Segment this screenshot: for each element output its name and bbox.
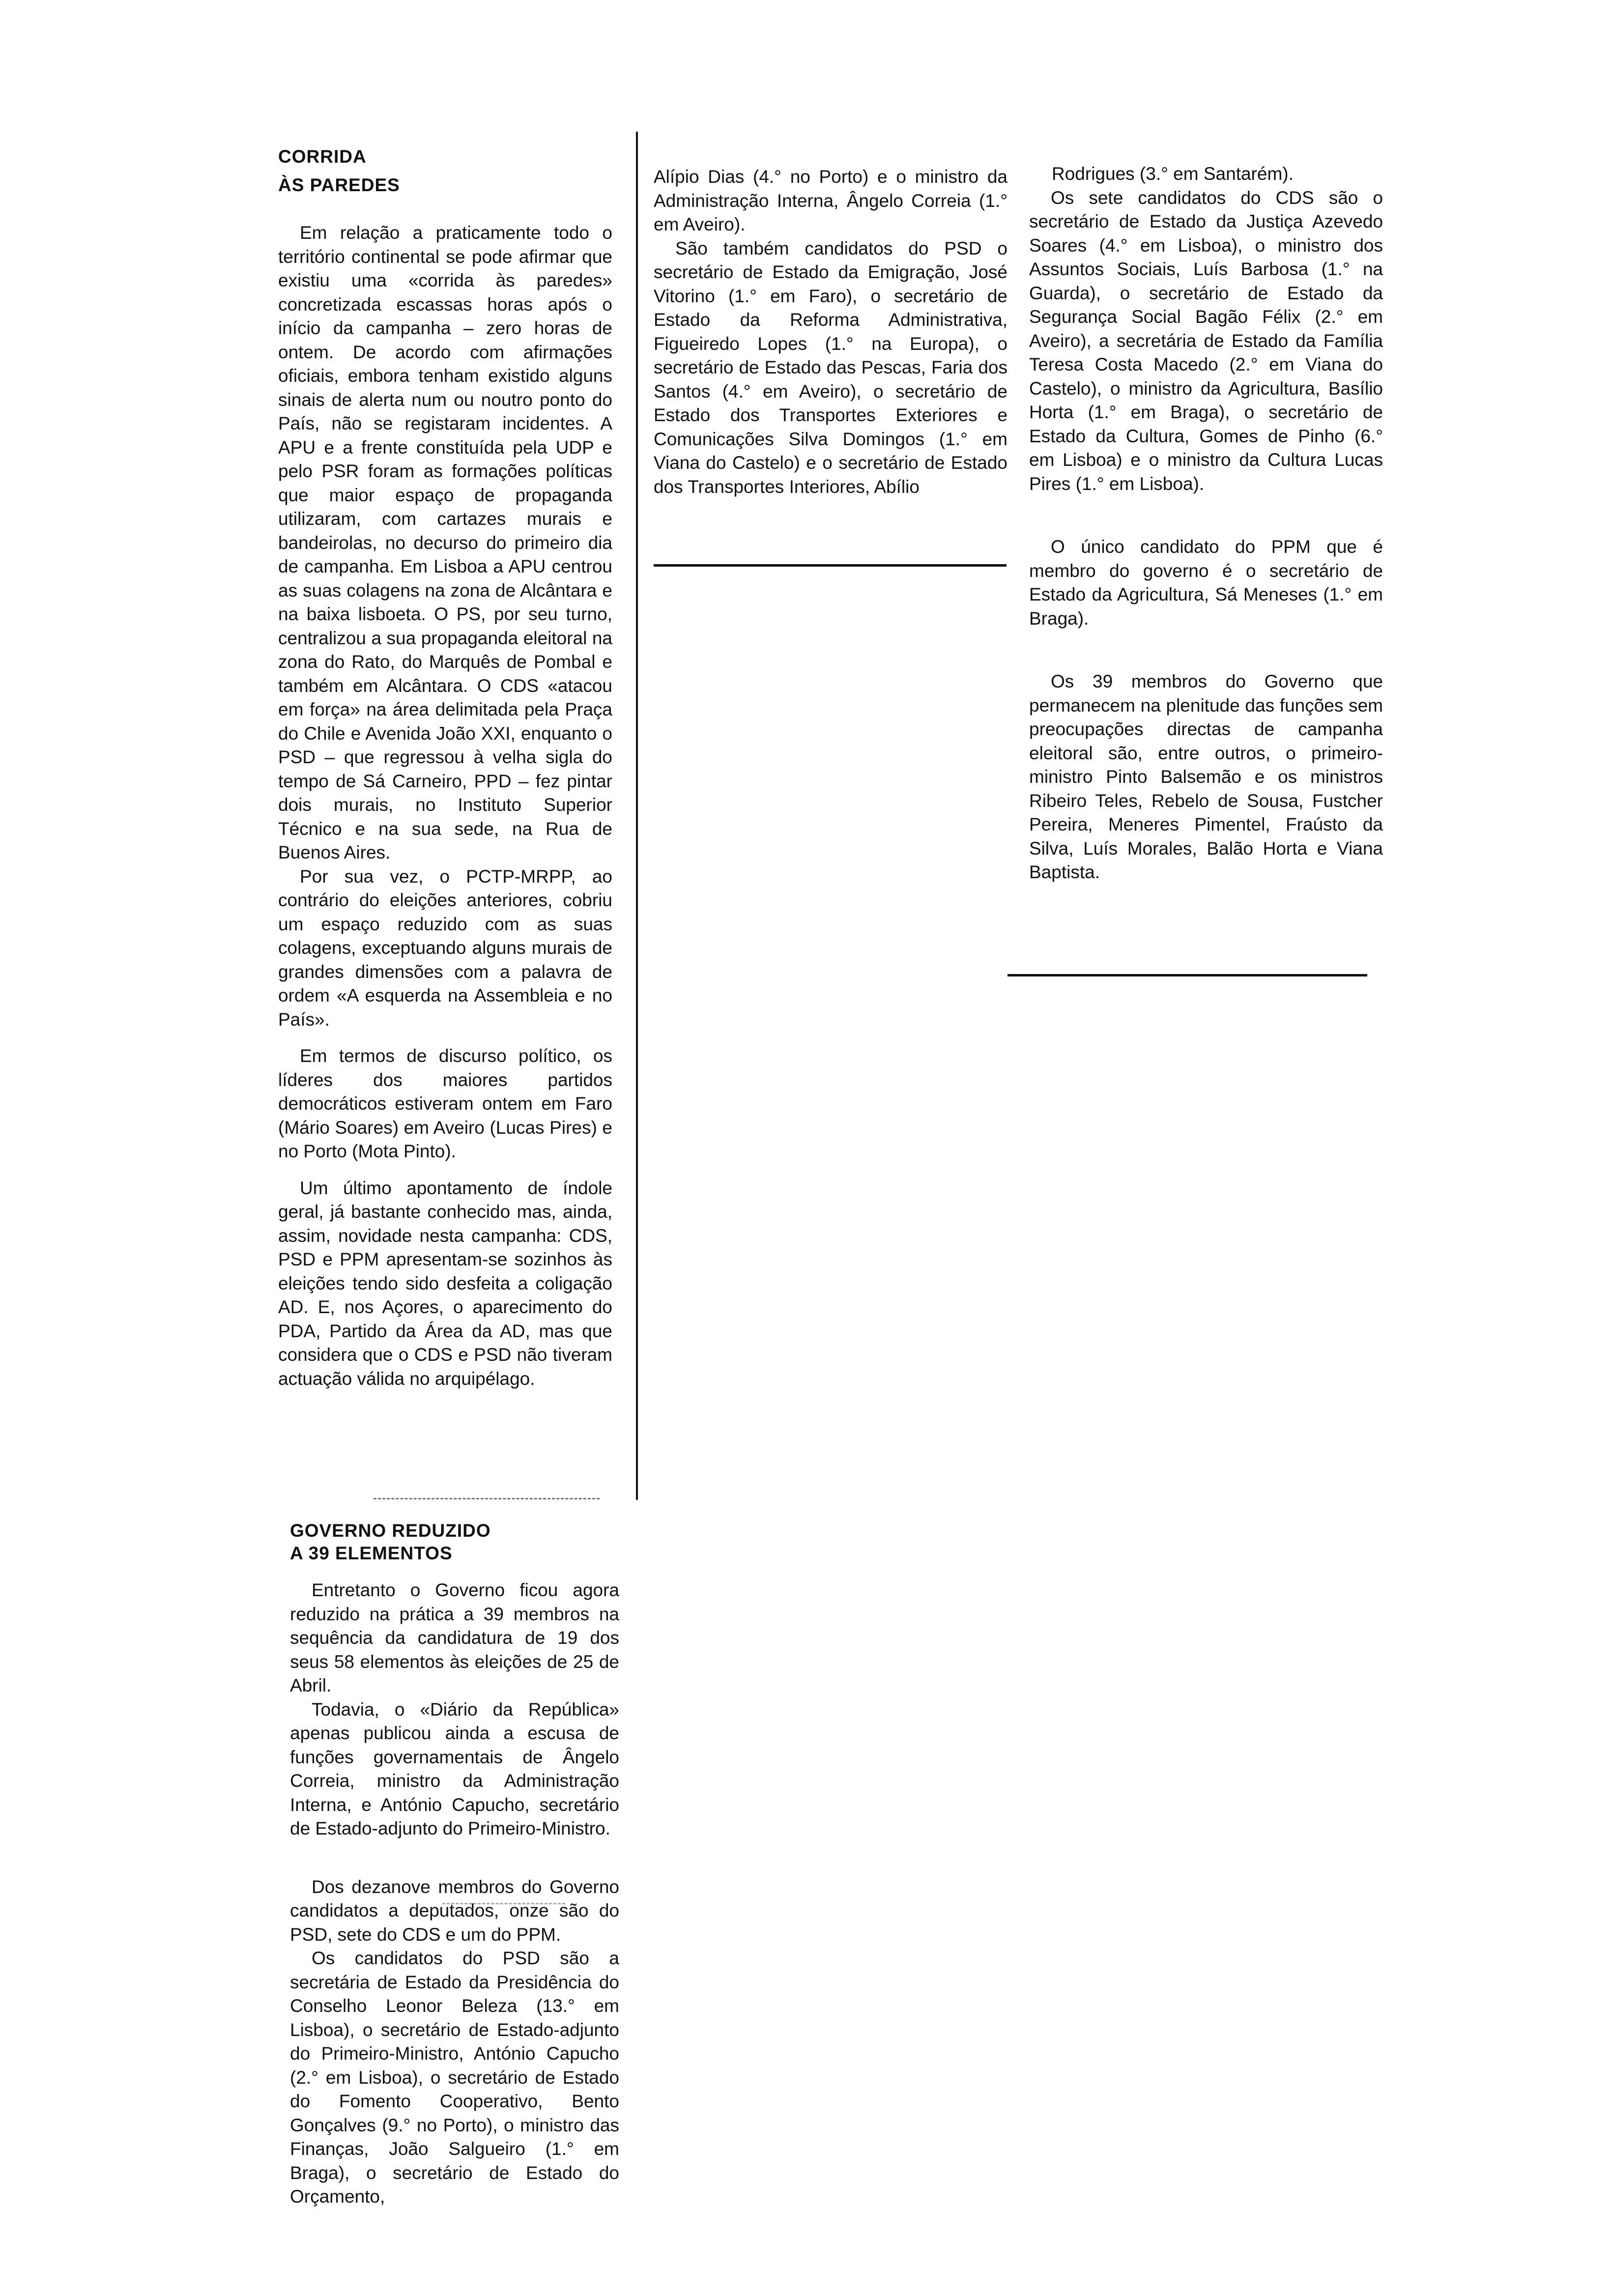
paragraph: Os sete candidatos do CDS são o secretário de Estado da Justiça Azevedo Soares (4.° em Lisboa), o ministro dos Assuntos Sociais, Luís Barbosa (1.° na Guarda), o secretário de Estado da Segurança Social Bagão Félix (2.° em Aveiro), a secretária de Estado da Família Teresa Costa Macedo (2.° em Viana do Castelo), o ministro da Agricultura, Basílio Horta (1.° em Braga), o secretário de Estado da Cultura, Gomes de Pinho (6.° em Lisboa) e o ministro da Cultura Lucas Pires (1.° em Lisboa). <box>1029 187 1383 494</box>
column-3-end-rule <box>1008 974 1367 976</box>
column-1-top <box>278 143 612 1391</box>
paragraph: Dos dezanove membros do Governo candidatos a deputados, onze são do PSD, sete do CDS e um do PPM. <box>290 1876 619 1945</box>
heading-39-elementos: A 39 ELEMENTOS <box>290 1543 453 1563</box>
dotted-separator <box>374 1498 600 1499</box>
column-rule-1 <box>636 132 638 1500</box>
paragraph: São também candidatos do PSD o secretário de Estado da Emigração, José Vitorino (1.° em Faro), o secretário de Estado da Reforma Administrativa, Figueiredo Lopes (1.° na Europa), o secretário de Estado das Pescas, Faria dos Santos (4.° em Aveiro), o secretário de Estado dos Transportes Exteriores e Comunicações Silva Domingos (1.° em Viana do Castelo) e o secretário de Estado dos Transportes Interiores, Abílio <box>654 238 1008 497</box>
heading-corrida: CORRIDA <box>278 146 367 167</box>
heading-as-paredes: ÀS PAREDES <box>278 175 400 195</box>
column-1-bottom <box>290 1520 619 2209</box>
paragraph: Entretanto o Governo ficou agora reduzido na prática a 39 membros na sequência da candidatura de 19 dos seus 58 elementos às eleições de 25 de Abril. <box>290 1580 619 1695</box>
paragraph: Em termos de discurso político, os líderes dos maiores partidos democráticos estiveram ontem em Faro (Mário Soares) em Aveiro (Lucas Pires) e no Porto (Mota Pinto). <box>278 1046 612 1161</box>
column-2-end-rule <box>654 564 1007 567</box>
paragraph: Os 39 membros do Governo que permanecem na plenitude das funções sem preocupações directas de campanha eleitoral são, entre outros, o primeiro-ministro Pinto Balsemão e os ministros Ribeiro Teles, Rebelo de Sousa, Fustcher Pereira, Meneres Pimentel, Fraústo da Silva, Luís Morales, Balão Horta e Viana Baptista. <box>1029 671 1383 882</box>
paragraph: Em relação a praticamente todo o território continental se pode afirmar que existiu uma «corrida às paredes» concretizada escassas horas após o início da campanha – zero horas de ontem. De acordo com afirmações oficiais, embora tenham existido alguns sinais de alerta num ou noutro ponto do País, não se registaram incidentes. A APU e a frente constituída pela UDP e pelo PSR foram as formações políticas que maior espaço de propaganda utilizaram, com cartazes murais e bandeirolas, no decurso do primeiro dia de campanha. Em Lisboa a APU centrou as suas colagens na zona de Alcântara e na baixa lisboeta. O PS, por seu turno, centralizou a sua propaganda eleitoral na zona do Rato, do Marquês de Pombal e também em Alcântara. O CDS «atacou em força» na área delimitada pela Praça do Chile e Avenida João XXI, enquanto o PSD – que regressou à velha sigla do tempo de Sá Carneiro, PPD – fez pintar dois murais, no Instituto Superior Técnico e na sua sede, na Rua de Buenos Aires. <box>278 223 612 862</box>
paragraph: Um último apontamento de índole geral, já bastante conhecido mas, ainda, assim, novidade nesta campanha: CDS, PSD e PPM apresentam-se sozinhos às eleições tendo sido desfeita a coligação AD. E, nos Açores, o aparecimento do PDA, Partido da Área da AD, mas que considera que o CDS e PSD não tiveram actuação válida no arquipélago. <box>278 1177 612 1389</box>
paragraph: Rodrigues (3.° em Santarém). <box>1052 164 1294 184</box>
paragraph: O único candidato do PPM que é membro do governo é o secretário de Estado da Agricultura, Sá Meneses (1.° em Braga). <box>1029 537 1383 629</box>
paragraph: Todavia, o «Diário da República» apenas publicou ainda a escusa de funções governamentais de Ângelo Correia, ministro da Administração Interna, e António Capucho, secretário de Estado-adjunto do Primeiro-Ministro. <box>290 1699 619 1838</box>
paragraph: Alípio Dias (4.° no Porto) e o ministro da Administração Interna, Ângelo Correia (1.° em Aveiro). <box>654 167 1008 234</box>
paragraph: Por sua vez, o PCTP-MRPP, ao contrário do eleições anteriores, cobriu um espaço reduzido com as suas colagens, exceptuando alguns murais de grandes dimensões com a palavra de ordem «A esquerda na Assembleia e no País». <box>278 866 612 1030</box>
column-2 <box>654 165 1008 499</box>
dotted-separator <box>442 1903 565 1904</box>
paragraph: Os candidatos do PSD são a secretária de Estado da Presidência do Conselho Leonor Beleza (13.° em Lisboa), o secretário de Estado-adjunto do Primeiro-Ministro, António Capucho (2.° em Lisboa), o secretário de Estado do Fomento Cooperativo, Bento Gonçalves (9.° no Porto), o ministro das Finanças, João Salgueiro (1.° em Braga), o secretário de Estado do Orçamento, <box>290 1948 619 2207</box>
column-3 <box>1029 162 1383 885</box>
heading-governo-reduzido: GOVERNO REDUZIDO <box>290 1521 491 1541</box>
